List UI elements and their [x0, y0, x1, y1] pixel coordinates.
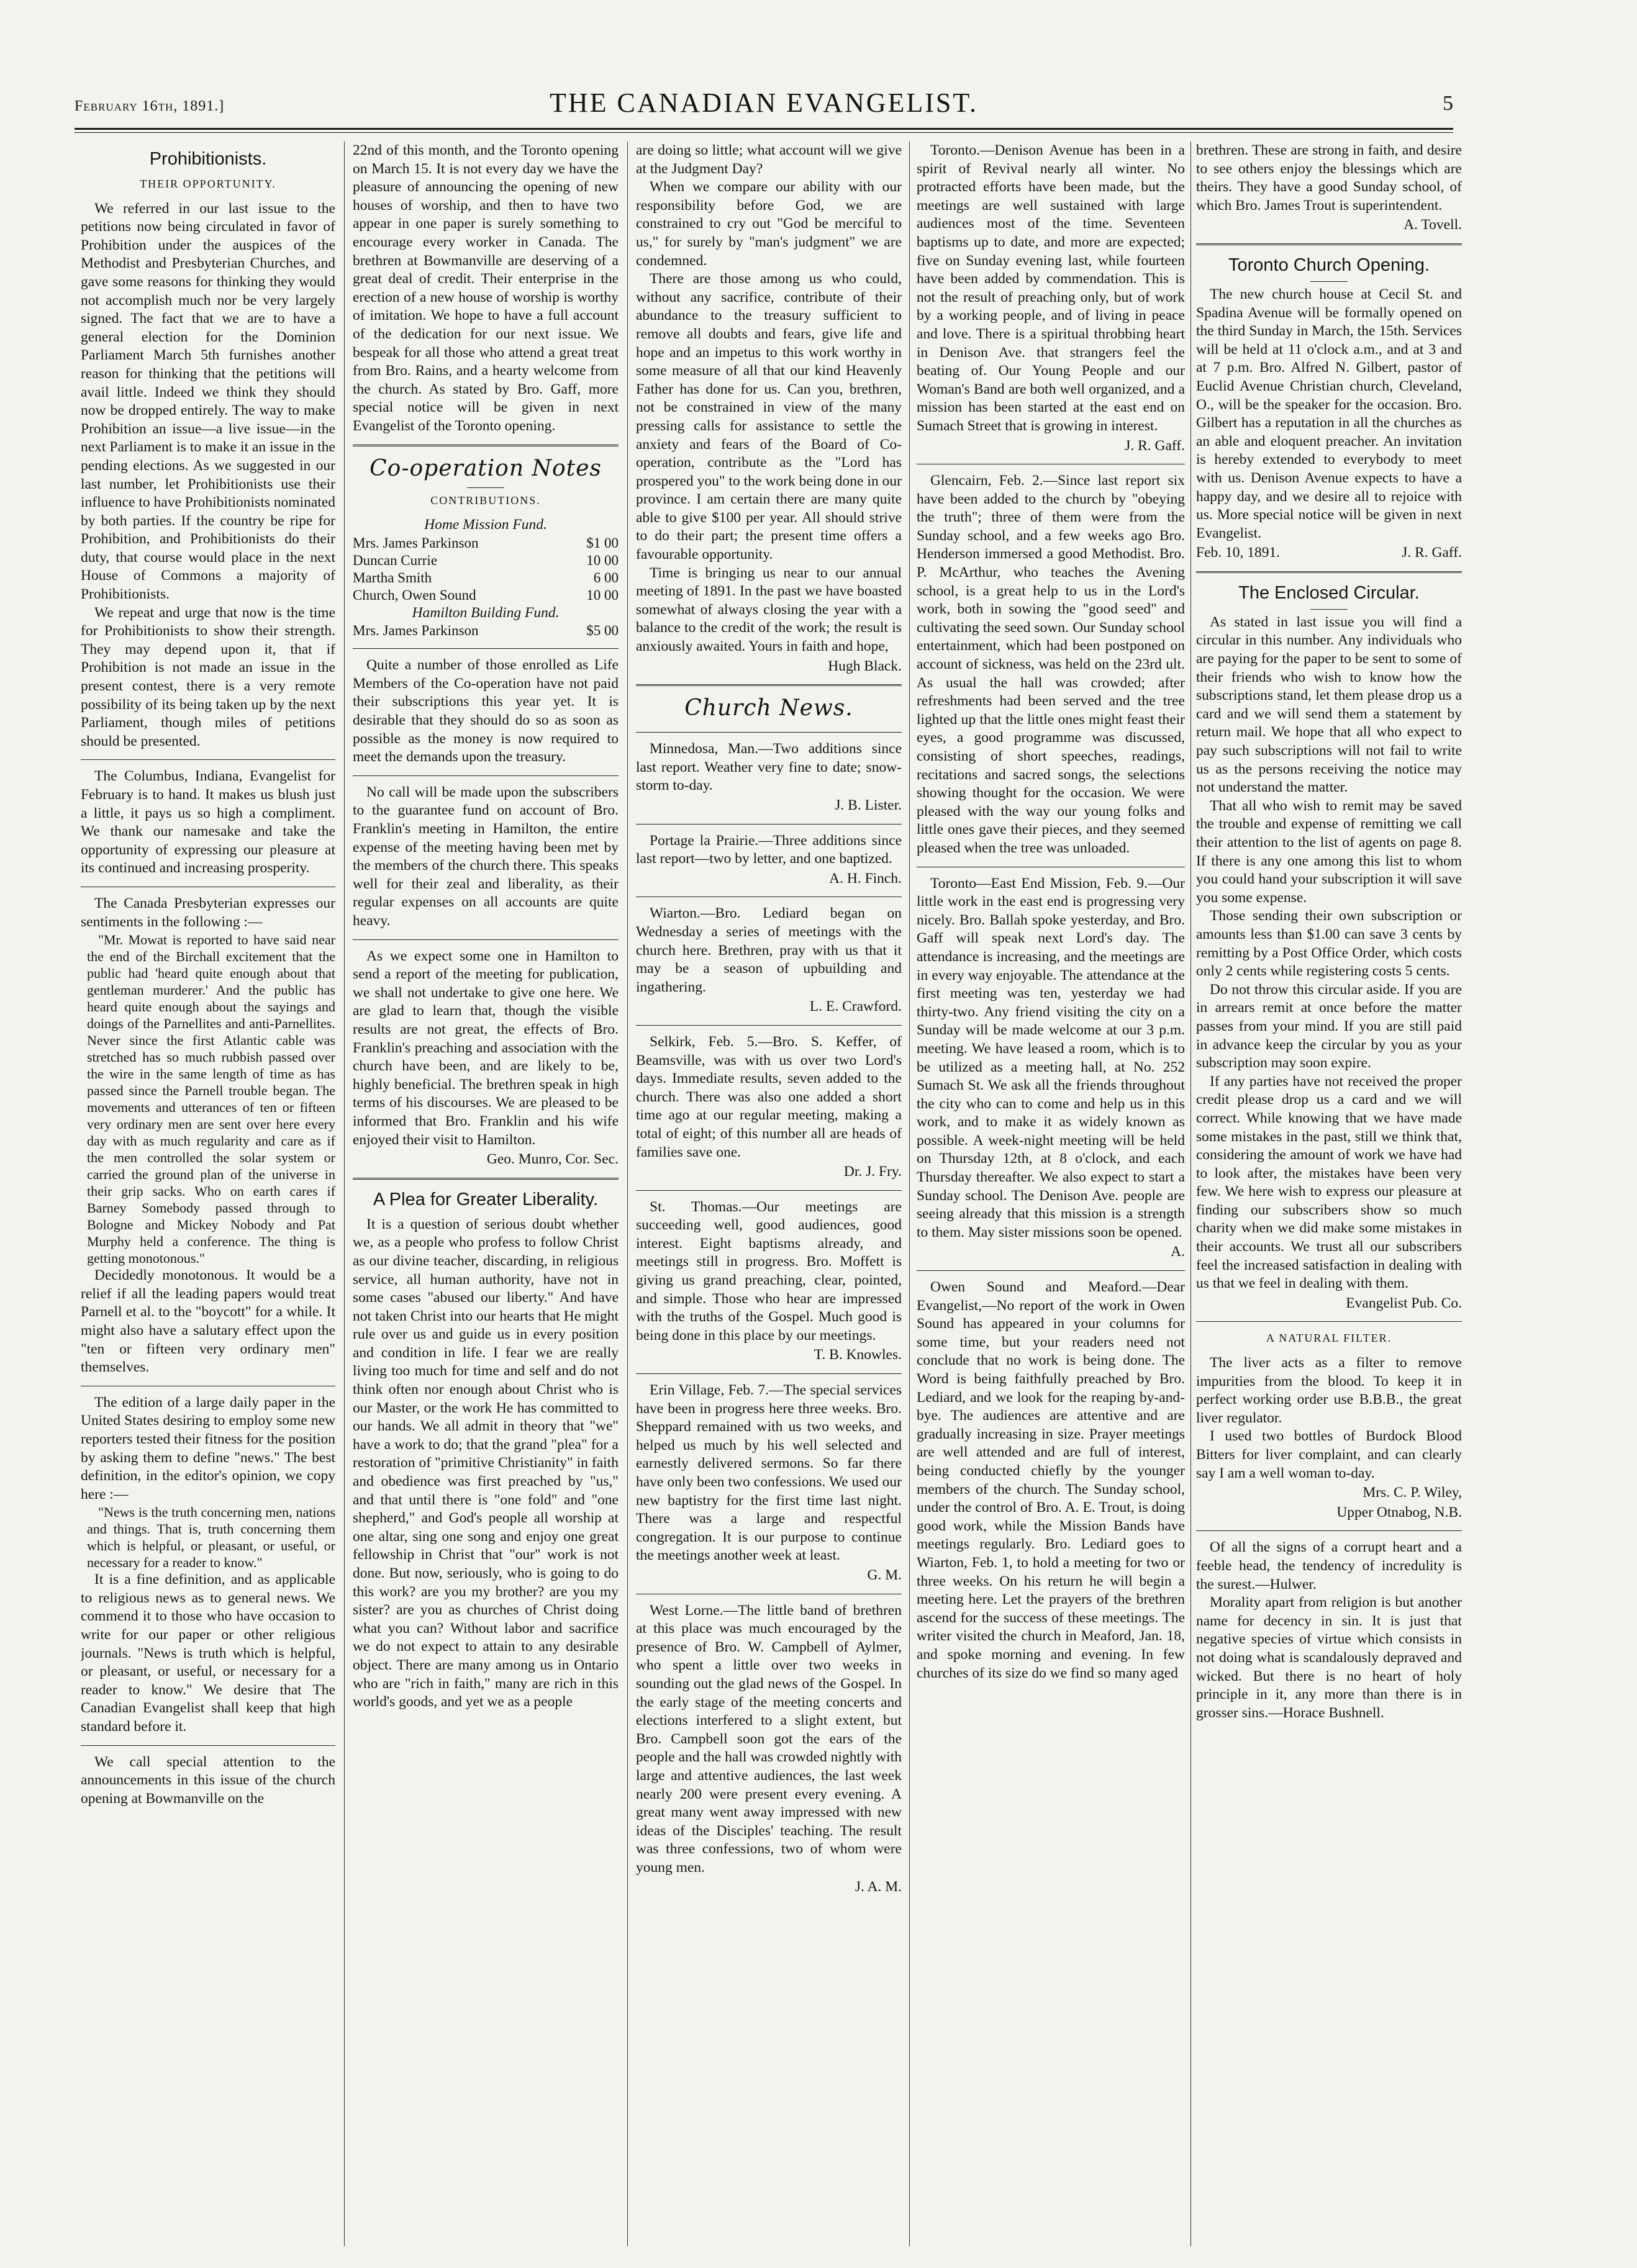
signature: Hugh Black. [828, 657, 902, 674]
contributor-name: Church, Owen Sound [353, 587, 476, 603]
contribution-amount: 10 00 [586, 552, 619, 568]
article-heading-enclosed-circular: The Enclosed Circular. [1238, 582, 1420, 603]
column-4 [917, 142, 1185, 2246]
news-item: Selkirk, Feb. 5.—Bro. S. Keffer, of Beamsville, was with us over two Lord's days. Immediate results, seven added to the church. There was also one added a short time ago at our regular meeting, making a total of eight; of this number all are heads of families save one. [636, 1033, 902, 1160]
news-item: Minnedosa, Man.—Two additions since last report. Weather very fine to date; snow-storm to-day. [636, 741, 902, 794]
table-row [353, 569, 619, 587]
signature: Dr. J. Fry. [843, 1163, 902, 1180]
fund-title: Hamilton Building Fund. [412, 604, 560, 621]
paragraph: The edition of a large daily paper in the United States desiring to employ some new reporters tested their fitness for the position by asking them to define "news." The best definition, in the editor's opinion, we copy here :— [81, 1394, 335, 1502]
article-heading-church-news: Church News. [684, 695, 853, 721]
paragraph: It is a fine definition, and as applicable to religious news as to general news. We commend it to those who have occasion to write for our paper or other religious journals. "News is truth which is helpful, or pleasant, or useful, or necessary for a reader to know." We desire that The Canadian Evangelist shall keep that high standard before it. [81, 1571, 335, 1735]
section-divider [81, 1745, 335, 1746]
contribution-amount: $1 00 [586, 535, 619, 551]
paragraph: Decidedly monotonous. It would be a relief if all the leading papers would treat Parnell et al. to the "boycott" for a while. It might also have a salutary effect upon the "ten or fifteen very ordinary men" themselves. [81, 1267, 335, 1376]
paragraph: The Columbus, Indiana, Evangelist for February is to hand. It makes us blush just a little, it pays us so high a compliment. We thank our namesake and take the opportunity of expressing our pleasure at its continued and increasing prosperity. [81, 768, 335, 877]
section-divider [353, 939, 619, 940]
contributions-label: CONTRIBUTIONS. [430, 494, 541, 507]
issue-date: February 16th, 1891.] [75, 98, 225, 114]
paper-title: THE CANADIAN EVANGELIST. [550, 88, 978, 118]
news-item: Wiarton.—Bro. Lediard began on Wednesday a series of meetings with the church here. Brethren, pray with us that it may be a season of upbuilding and ingathering. [636, 905, 902, 995]
paragraph: Time is bringing us near to our annual meeting of 1891. In the past we have boasted somewhat of always closing the year with a balance to the credit of the work; the result is anxiously awaited. Yours in faith and hope, [636, 564, 902, 655]
column-2 [353, 142, 619, 2246]
news-item: West Lorne.—The little band of brethren at this place was much encouraged by the presence of Bro. W. Campbell of Aylmer, who spent a little over two weeks in sounding out the glad news of the Gospel. In the early stage of the meeting concerts and elections interfered to a slight extent, but Bro. Campbell soon got the ears of the people and the hall was crowded nightly with large and attentive audiences, the last week nearly 200 were present every evening. A great many went away impressed with new ideas of the Disciples' teaching. The result was three confessions, two of whom were young men. [636, 1602, 902, 1876]
contributor-name: Duncan Currie [353, 552, 438, 568]
signature: Mrs. C. P. Wiley, [1363, 1484, 1462, 1501]
news-item: Erin Village, Feb. 7.—The special services have been in progress here three weeks. Bro. Sheppard remained with us two weeks, and helped us much by his well selected and earnestly delivered sermons. So far there have only been two confessions. We used our new baptistry for the first time last night. There was a large and respectful congregation. It is our purpose to continue the meetings another week at least. [636, 1382, 902, 1564]
paragraph: That all who wish to remit may be saved the trouble and expense of remitting we call their attention to the list of agents on page 8. If there is any one among this list to whom you could hand your subscription it will save you some expense. [1196, 797, 1462, 906]
paragraph: The liver acts as a filter to remove impurities from the blood. To keep it in perfect working order use B.B.B., the great liver regulator. [1196, 1355, 1462, 1426]
section-divider [636, 1025, 902, 1026]
paragraph: As stated in last issue you will find a circular in this number. Any individuals who are paying for the paper to be sent to some of their friends who wish to know how the subscriptions stand, let them please drop us a card and we will send them a statement by return mail. We hope that all who expect to pay such subscriptions will not fail to write us as the persons receiving the notice may not understand the matter. [1196, 613, 1462, 796]
quotation [87, 1504, 335, 1571]
column-divider [627, 142, 628, 2246]
header-rule [75, 128, 1453, 130]
section-divider [353, 648, 619, 649]
news-item: Toronto.—Denison Avenue has been in a spirit of Revival nearly all winter. No protracted efforts have been made, but the meetings are well sustained with large audiences most of the time. Seventeen baptisms up to date, and more are expected; five on Sunday evening last, while fourteen have been added by commendation. This is not the result of preaching only, but of work by a working people, and of living in peace and love. There is a spiritual throbbing heart in Denison Ave. that strangers feel the beating of. Our Young People and our Woman's Band are both well organized, and a mission has been started at the east end on Sumach Street that is growing in interest. [917, 142, 1185, 434]
table-row [353, 552, 619, 569]
dateline-date: Feb. 10, 1891. [1196, 544, 1281, 561]
header-rule-thin [75, 132, 1453, 133]
paragraph: are doing so little; what account will we give at the Judgment Day? [636, 142, 902, 177]
signature: L. E. Crawford. [809, 998, 902, 1015]
paragraph: Of all the signs of a corrupt heart and a feeble head, the tendency of incredulity is the surest.—Hulwer. [1196, 1539, 1462, 1593]
table-row [353, 535, 619, 552]
short-rule [467, 487, 504, 488]
column-5 [1196, 142, 1462, 2246]
news-item: Portage la Prairie.—Three additions since last report—two by letter, and one baptized. [636, 832, 902, 867]
contribution-amount: 6 00 [593, 569, 619, 585]
article-heading-cooperation-notes: Co-operation Notes [370, 455, 602, 481]
column-divider [909, 142, 910, 2246]
section-divider [353, 1178, 619, 1181]
signature-place: Upper Otnabog, N.B. [1336, 1504, 1462, 1520]
news-item: St. Thomas.—Our meetings are succeeding well, good audiences, good interest. Eight baptisms already, and meetings still in progress. Bro. Moffett is giving us grand preaching, clear, pointed, and simple. Those who hear are impressed with the truths of the Gospel. Much good is being done in this place by our meetings. [636, 1198, 902, 1344]
column-divider [1190, 142, 1191, 2246]
contributions-table [353, 535, 619, 604]
news-item: Owen Sound and Meaford.—Dear Evangelist,—No report of the work in Owen Sound has appeared in your columns for some time, but your readers need not conclude that no work is being done. The Word is being faithfully preached by Bro. Lediard, and we look for the reaping by-and-bye. The audiences are attentive and are gradually increasing in size. Prayer meetings are well attended and are full of interest, being conducted chiefly by the younger members of the church. The Sunday school, under the control of Bro. A. E. Trout, is doing good work, while the Mission Bands have meetings regularly. Bro. Lediard goes to Wiarton, Feb. 1, to hold a meeting for two or three weeks. On his return he will begin a meeting here. Let the prayers of the brethren ascend for the success of these meetings. The writer visited the church in Meaford, Jan. 18, and spoke morning and evening. In few churches of its size do we find so many aged [917, 1279, 1185, 1681]
column-3 [636, 142, 902, 2246]
section-divider [917, 1270, 1185, 1271]
table-row [353, 587, 619, 604]
section-divider [636, 732, 902, 733]
paragraph: We call special attention to the announcements in this issue of the church opening at Bowmanville on the [81, 1753, 335, 1807]
news-item: Toronto—East End Mission, Feb. 9.—Our little work in the east end is progressing very nicely. Bro. Ballah spoke yesterday, and Bro. Gaff will speak next Lord's day. The attendance is increasing, and the meetings are in every way enjoyable. The attendance at the first meeting was ten, yesterday we had thirty-two. Any friend visiting the city on a Sunday will be made welcome at our 3 p.m. meeting. We have leased a room, which is to be utilized as a meeting hall, at No. 252 Sumach St. We ask all the friends throughout the city who can to come and help us in this work, and to make it as widely known as possible. A week-night meeting will be held on Thursday 12th, at 8 o'clock, and each Thursday thereafter. We also expect to start a Sunday school. The Denison Ave. people are seeing already that this mission is a strength to them. May sister missions soon be opened. [917, 875, 1185, 1240]
paragraph: Quite a number of those enrolled as Life Members of the Co-operation have not paid their subscriptions this year yet. It is desirable that they should do so as soon as possible as the money is now required to meet the demands upon the treasury. [353, 657, 619, 766]
signature: A. [1171, 1244, 1185, 1260]
signature: J. R. Gaff. [1125, 437, 1185, 454]
signature: Evangelist Pub. Co. [1346, 1294, 1462, 1311]
quotation [87, 931, 335, 1267]
paragraph: We repeat and urge that now is the time for Prohibitionists to show their strength. They may depend upon it, that if Prohibition is not made an issue in the present contest, there is a very remote possibility of its being taken up by the next Parliament, though miles of petitions should be presented. [81, 604, 335, 749]
paragraph: No call will be made upon the subscribers to the guarantee fund on account of Bro. Franklin's meeting in Hamilton, the entire expense of the meeting having been met by the members of the church there. This speaks well for their zeal and liberality, as their regular expenses on all accounts are quite heavy. [353, 784, 619, 929]
section-divider [353, 775, 619, 776]
contribution-amount: 10 00 [586, 587, 619, 603]
masthead [75, 87, 1453, 124]
section-divider [1196, 243, 1462, 246]
paragraph: It is a question of serious doubt whether we, as a people who profess to follow Christ as our divine teacher, discarding, in religious service, all human authority, have not in some cases "abused our liberty." And have not taken Christ into our hearts that He might rule over us and guide us in every position and condition in life. I fear we are really living too much for time and self and do not think often nor enough about Christ who is our Master, or the work He has committed to our hands. We all admit in theory that "we" have a work to do; that the grand "plea" for a restoration of "primitive Christianity" in faith and obedience was first preached by "us," and that until there is "one fold" and "one shepherd," and God's people all worship at one altar, sing one song and enjoy one great fellowship in Christ that "our" work is not done. But now, seriously, who is going to do this work? are you my brother? are you my sister? are you as churches of Christ doing what you can? Without labor and sacrifice we do not expect to attain to any desirable object. There are many among us in Ontario who are "rich in faith," many are rich in this world's goods, and yet we as a people [353, 1216, 619, 1710]
paragraph: 22nd of this month, and the Toronto opening on March 15. It is not every day we have the pleasure of announcing the opening of new houses of worship, and then to have two appear in one paper is surely something to encourage every worker in Canada. The brethren at Bowmanville are deserving of a great deal of credit. Their enterprise in the erection of a new house of worship is worthy of imitation. We hope to have a full account of the dedication for our next issue. We bespeak for all those who attend a great treat from Bro. Rains, and a hearty welcome from the church. As stated by Bro. Gaff, more special notice will be given in next Evangelist of the Toronto opening. [353, 142, 619, 434]
dateline [1196, 544, 1462, 562]
article-heading-prohibitionists: Prohibitionists. [149, 149, 267, 169]
contributor-name: Martha Smith [353, 569, 432, 585]
signature: J. R. Gaff. [1402, 544, 1462, 561]
news-item: Glencairn, Feb. 2.—Since last report six have been added to the church by "obeying the truth"; three of them were from the Sunday school, and a few weeks ago Bro. Henderson immersed a good Methodist. Bro. P. McArthur, who teaches the Avening school, is a great help to us in the Lord's work, both in sowing the "good seed" and cultivating the seed sown. Our Sunday school entertainment, which had been postponed on account of sickness, was held on the 23rd ult. As usual the hall was crowded; after refreshments had been served and the tree lighted up that the little ones might feast their eyes, a good programme was discussed, consisting of short speeches, readings, recitations and sacred songs, the selections showing thought for the occasion. We were pleased with the way our young folks and little ones gave their pieces, and they seemed pleased when the tree was unloaded. [917, 472, 1185, 856]
ad-heading: A NATURAL FILTER. [1266, 1332, 1392, 1345]
signature: A. Tovell. [1403, 217, 1462, 233]
section-divider [636, 684, 902, 687]
section-divider [636, 1373, 902, 1374]
signature: Geo. Munro, Cor. Sec. [486, 1151, 619, 1168]
column-divider [344, 142, 345, 2246]
fund-title: Home Mission Fund. [424, 517, 547, 533]
section-divider [1196, 1530, 1462, 1531]
article-subheading: THEIR OPPORTUNITY. [140, 178, 276, 190]
paragraph: Do not throw this circular aside. If you are in arrears remit at once before the matter passes from your mind. If you are still paid in advance keep the circular by you as your subscription may soon expire. [1196, 981, 1462, 1072]
section-divider [1196, 571, 1462, 574]
article-heading-plea: A Plea for Greater Liberality. [373, 1189, 599, 1209]
quote-text: "News is the truth concerning men, nations and things. That is, truth concerning them which is helpful, or pleasant, or useful, or necessary for a reader to know." [87, 1504, 335, 1571]
signature: G. M. [867, 1566, 902, 1583]
short-rule [1310, 609, 1348, 610]
paragraph: Morality apart from religion is but another name for decency in sin. It is just that negative species of virtue which consists in not doing what is scandalously depraved and wicked. But there is no heart of holy principle in it, any more than there is in grosser sins.—Horace Bushnell. [1196, 1594, 1462, 1721]
contributions-table [353, 622, 619, 639]
signature: T. B. Knowles. [814, 1347, 902, 1363]
section-divider [636, 824, 902, 825]
column-1 [81, 142, 335, 2246]
table-row [353, 622, 619, 639]
paragraph: Those sending their own subscription or amounts less than $1.00 can save 3 cents by remitting by a Post Office Order, which costs only 2 cents while registering costs 5 cents. [1196, 908, 1462, 980]
paragraph: As we expect some one in Hamilton to send a report of the meeting for publication, we shall not undertake to give one here. We are glad to learn that, though the visible results are not great, the effects of Bro. Franklin's preaching and association with the church have been, and are likely to be, highly beneficial. The brethren speak in high terms of his discourses. We are pleased to be informed that Bro. Franklin and his wife enjoyed their visit to Hamilton. [353, 947, 619, 1148]
paragraph: We referred in our last issue to the petitions now being circulated in favor of Prohibition under the auspices of the Methodist and Presbyterian Churches, and gave some reasons for thinking they would not accomplish much nor be very largely signed. The fact that we are to have a general election for the Dominion Parliament March 5th furnishes another reason for thinking that the petitions will avail little. Indeed we think they should now be dropped entirely. The way to make Prohibition an issue—a live issue—in the next Parliament is to make it an issue in the pending elections. As we suggested in our last number, let Prohibitionists use their influence to have Prohibitionists nominated by both parties. If the country be ripe for Prohibition, and Prohibitionists do their duty, that course would place in the next House of Commons a majority of Prohibitionists. [81, 200, 335, 603]
page-number: 5 [1443, 92, 1453, 115]
contributor-name: Mrs. James Parkinson [353, 535, 479, 551]
paragraph: I used two bottles of Burdock Blood Bitters for liver complaint, and can clearly say I am a well woman to-day. [1196, 1428, 1462, 1481]
paragraph: The new church house at Cecil St. and Spadina Avenue will be formally opened on the third Sunday in March, the 15th. Services will be held at 11 o'clock a.m., and at 3 and at 7 p.m. Bro. Alfred N. Gilbert, pastor of Euclid Avenue Christian church, Cleveland, O., will be the speaker for the occasion. Bro. Gilbert has a reputation in all the churches as an able and eloquent preacher. An invitation is hereby extended to everybody to meet with us. Denison Avenue expects to have a happy day, and we desire all to rejoice with us. More special notice will be given in next Evangelist. [1196, 286, 1462, 541]
article-heading-toronto-church: Toronto Church Opening. [1228, 255, 1430, 275]
signature: A. H. Finch. [829, 870, 902, 887]
paragraph: When we compare our ability with our responsibility before God, we are constrained to cry out "God be merciful to us," for surely by "man's judgment" we are condemned. [636, 179, 902, 269]
paragraph: There are those among us who could, without any sacrifice, contribute of their abundance to the treasury sufficient to remove all doubts and fears, give life and hope and an impetus to this work worthy in some measure of all that our kind Heavenly Father has done for us. Can you, brethren, not be constrained in view of the many pressing calls for assistance to settle the anxiety and fears of the Board of Co-operation, contribute as the "Lord has prospered you" to the work being done in our province. I am certain there are many quite able to give $100 per year. All should strive to do their part; the present time offers a favourable opportunity. [636, 271, 902, 563]
section-divider [1196, 1321, 1462, 1322]
paragraph: The Canada Presbyterian expresses our sentiments in the following :— [81, 895, 335, 930]
paragraph: brethren. These are strong in faith, and desire to see others enjoy the blessings which are theirs. They have a good Sunday school, of which Bro. James Trout is superintendent. [1196, 142, 1462, 214]
paragraph: If any parties have not received the proper credit please drop us a card and we will correct. While knowing that we have made some mistakes in the past, still we think that, considering the amount of work we have had to look after, the mistakes have been very few. We here wish to express our pleasure at finding our subscribers show so much charity when we did make some mistakes in their accounts. We trust all our subscribers feel the increased satisfaction in dealing with us that we feel in dealing with them. [1196, 1073, 1462, 1292]
section-divider [636, 1190, 902, 1191]
contributor-name: Mrs. James Parkinson [353, 623, 479, 639]
signature: J. B. Lister. [835, 797, 902, 813]
section-divider [81, 759, 335, 760]
short-rule [1310, 281, 1348, 282]
quote-text: "Mr. Mowat is reported to have said near the end of the Birchall excitement that the public had 'heard quite enough about that gentleman murderer.' And the public has heard quite enough about the sayings and doings of the Parnellites and anti-Parnellites. Never since the first Atlantic cable was stretched has so much rubbish passed over the wire in the same length of time as has passed since the Parnell trouble began. The movements and utterances of ten or fifteen very ordinary men are sent over here every day with as much regularity and care as if the men controlled the solar system or carried the ground plan of the universe in their grip sacks. Who on earth cares if Barney Somebody passed through to Bologne and Mickey Nobody and Pat Murphy held a conference. The thing is getting monotonous." [87, 932, 335, 1267]
section-divider [353, 445, 619, 448]
contribution-amount: $5 00 [586, 623, 619, 639]
signature: J. A. M. [855, 1879, 902, 1895]
